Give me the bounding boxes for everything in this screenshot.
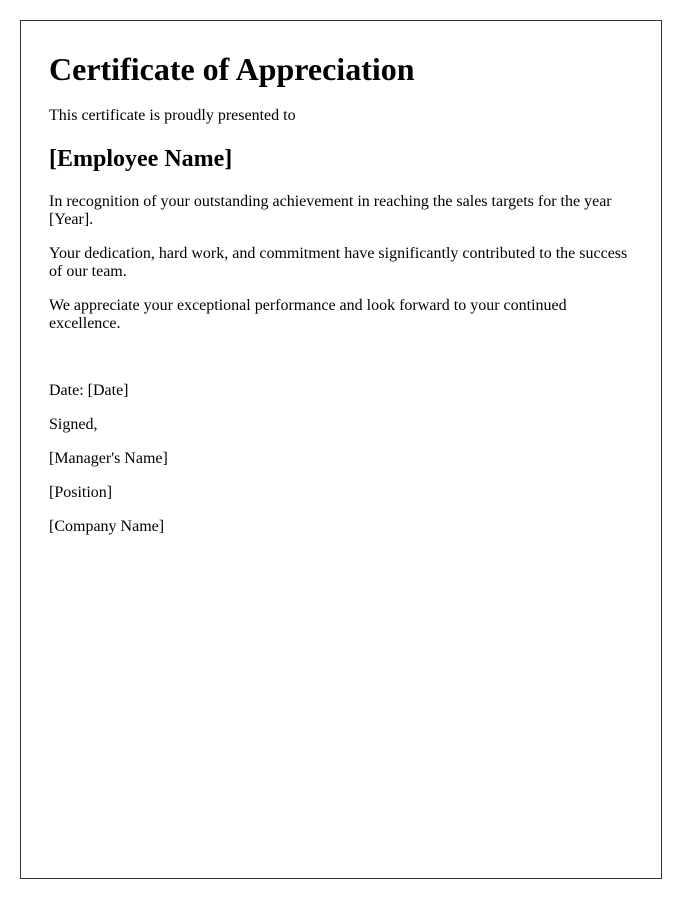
appreciation-paragraph: We appreciate your exceptional performance and look forward to your continued excellence. [49,297,567,332]
presented-to-text: This certificate is proudly presented to [49,107,296,124]
signoff-block [49,382,635,552]
position-line: [Position] [49,484,113,501]
signed-line: Signed, [49,416,98,433]
employee-name: [Employee Name] [49,146,233,172]
date-line: Date: [Date] [49,382,129,399]
certificate-frame [20,20,662,879]
dedication-paragraph: Your dedication, hard work, and commitment have significantly contributed to the success of our team. [49,245,628,280]
company-name: [Company Name] [49,518,165,535]
certificate-title: Certificate of Appreciation [49,51,415,87]
certificate-body [49,193,635,349]
manager-name: [Manager's Name] [49,450,168,467]
recognition-paragraph: In recognition of your outstanding achievement in reaching the sales targets for the year [Year]. [49,193,612,228]
